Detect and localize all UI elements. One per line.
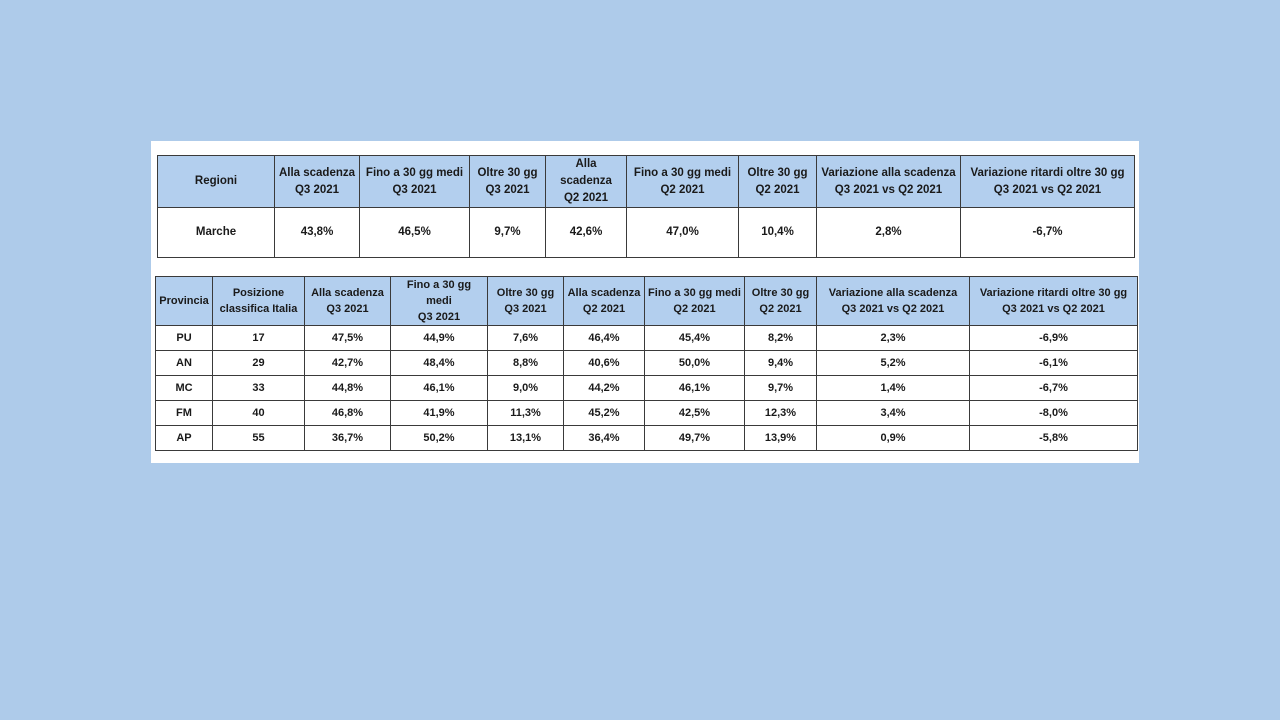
table-cell: 2,3% [817,326,970,351]
table-cell: 8,8% [488,351,564,376]
table-cell: -6,7% [961,208,1135,258]
table-cell: 46,5% [360,208,470,258]
table-cell: 1,4% [817,376,970,401]
header-oltre-30-q2: Oltre 30 gg Q2 2021 [745,277,817,326]
table-cell: 45,2% [564,401,645,426]
province-header-row [156,277,1138,326]
table-cell: -6,7% [970,376,1138,401]
table-cell: 55 [213,426,305,451]
table-cell: 40,6% [564,351,645,376]
table-cell: 5,2% [817,351,970,376]
province-code-cell: PU [156,326,213,351]
table-cell: 33 [213,376,305,401]
table-cell: 9,4% [745,351,817,376]
header-alla-scadenza-q3: Alla scadenza Q3 2021 [275,156,360,208]
table-row [158,208,1135,258]
table-row [156,326,1138,351]
table-cell: 46,1% [391,376,488,401]
table-cell: 42,6% [546,208,627,258]
province-code-cell: AP [156,426,213,451]
table-cell: 47,5% [305,326,391,351]
table-cell: 10,4% [739,208,817,258]
table-cell: -6,9% [970,326,1138,351]
table-cell: -8,0% [970,401,1138,426]
table-cell: 7,6% [488,326,564,351]
header-oltre-30-q2: Oltre 30 gg Q2 2021 [739,156,817,208]
header-posizione: Posizione classifica Italia [213,277,305,326]
table-cell: 48,4% [391,351,488,376]
header-alla-scadenza-q2: Alla scadenza Q2 2021 [546,156,627,208]
table-cell: 50,0% [645,351,745,376]
table-cell: 49,7% [645,426,745,451]
header-fino-30-q2: Fino a 30 gg medi Q2 2021 [627,156,739,208]
table-row [156,401,1138,426]
table-cell: 13,9% [745,426,817,451]
region-header-row [158,156,1135,208]
table-cell: 3,4% [817,401,970,426]
table-row [156,426,1138,451]
table-cell: 42,7% [305,351,391,376]
table-cell: 46,8% [305,401,391,426]
header-fino-30-q2: Fino a 30 gg medi Q2 2021 [645,277,745,326]
region-table [157,155,1135,258]
tables-panel [151,141,1139,463]
province-table [155,276,1138,451]
header-variazione-ritardi: Variazione ritardi oltre 30 gg Q3 2021 vs Q2 2021 [970,277,1138,326]
header-variazione-scadenza: Variazione alla scadenza Q3 2021 vs Q2 2021 [817,156,961,208]
table-row [156,376,1138,401]
header-provincia: Provincia [156,277,213,326]
header-regioni: Regioni [158,156,275,208]
region-name-cell: Marche [158,208,275,258]
table-cell: 40 [213,401,305,426]
table-cell: 44,9% [391,326,488,351]
table-cell: 46,4% [564,326,645,351]
table-cell: 36,4% [564,426,645,451]
province-code-cell: FM [156,401,213,426]
table-cell: 11,3% [488,401,564,426]
table-cell: 41,9% [391,401,488,426]
header-alla-scadenza-q2: Alla scadenza Q2 2021 [564,277,645,326]
header-variazione-scadenza: Variazione alla scadenza Q3 2021 vs Q2 2021 [817,277,970,326]
table-cell: 44,8% [305,376,391,401]
table-cell: 9,7% [470,208,546,258]
table-cell: 2,8% [817,208,961,258]
header-fino-30-q3: Fino a 30 gg medi Q3 2021 [360,156,470,208]
table-cell: 50,2% [391,426,488,451]
table-cell: 12,3% [745,401,817,426]
table-cell: 44,2% [564,376,645,401]
table-cell: -6,1% [970,351,1138,376]
table-row [156,351,1138,376]
header-oltre-30-q3: Oltre 30 gg Q3 2021 [470,156,546,208]
table-cell: 8,2% [745,326,817,351]
table-cell: 0,9% [817,426,970,451]
table-cell: 17 [213,326,305,351]
table-cell: -5,8% [970,426,1138,451]
province-code-cell: MC [156,376,213,401]
header-variazione-ritardi: Variazione ritardi oltre 30 gg Q3 2021 vs Q2 2021 [961,156,1135,208]
table-cell: 42,5% [645,401,745,426]
table-cell: 9,0% [488,376,564,401]
header-oltre-30-q3: Oltre 30 gg Q3 2021 [488,277,564,326]
table-cell: 9,7% [745,376,817,401]
table-cell: 29 [213,351,305,376]
table-cell: 43,8% [275,208,360,258]
header-fino-30-q3: Fino a 30 gg medi Q3 2021 [391,277,488,326]
table-cell: 47,0% [627,208,739,258]
table-cell: 45,4% [645,326,745,351]
table-cell: 36,7% [305,426,391,451]
table-cell: 13,1% [488,426,564,451]
province-code-cell: AN [156,351,213,376]
table-cell: 46,1% [645,376,745,401]
header-alla-scadenza-q3: Alla scadenza Q3 2021 [305,277,391,326]
